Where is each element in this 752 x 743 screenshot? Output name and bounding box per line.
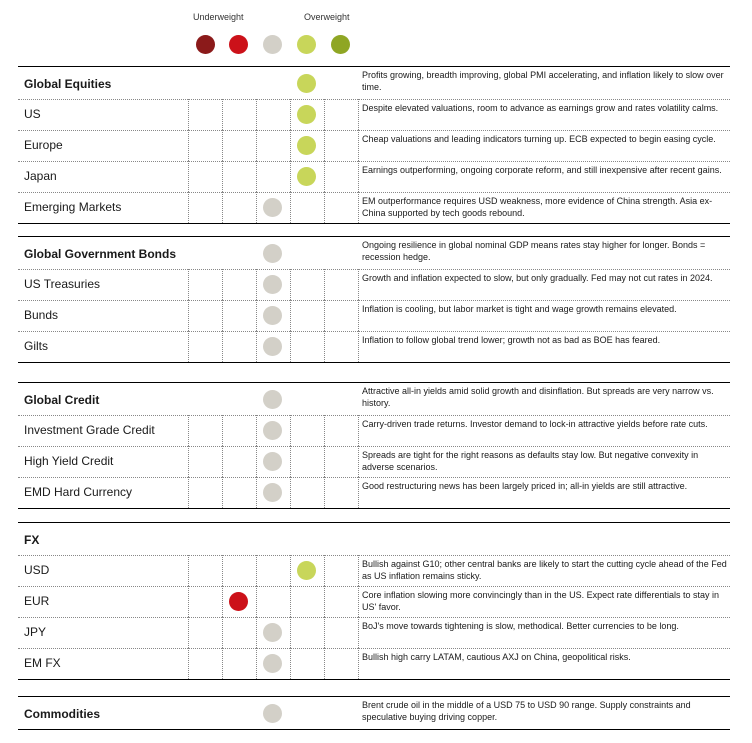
legend-dot-5 [331,35,350,54]
column-divider [324,331,325,362]
table-row-label: Emerging Markets [24,200,122,214]
column-divider [222,648,223,679]
column-divider [358,130,359,161]
row-divider [18,446,730,447]
column-divider [358,269,359,300]
column-divider [188,477,189,508]
column-divider [222,586,223,617]
column-divider [290,446,291,477]
section-rating-dot [263,390,282,409]
column-divider [290,648,291,679]
column-divider [222,617,223,648]
column-divider [290,331,291,362]
table-row-comment: Despite elevated valuations, room to advance as earnings grow and rates volatility calms. [362,103,719,113]
section-rule [18,696,730,697]
table-row-comment: Core inflation slowing more convincingly than in the US. Expect rate differentials to stay in US' favor. [362,590,720,612]
column-divider [256,331,257,362]
table-row-comment: BoJ's move towards tightening is slow, methodical. Better currencies to be long. [362,621,679,631]
section-rating-dot [263,704,282,723]
column-divider [222,331,223,362]
table-bottom-rule [18,729,730,730]
column-divider [358,586,359,617]
overweight-label: Overweight [304,12,350,22]
column-divider [358,446,359,477]
column-divider [222,99,223,130]
rating-dot [263,654,282,673]
column-divider [358,161,359,192]
rating-dot [263,306,282,325]
table-row-comment: Bullish against G10; other central banks are likely to start the cutting cycle ahead of the Fed as US inflation remains sticky. [362,559,727,581]
table-row-label: Gilts [24,339,48,353]
column-divider [222,555,223,586]
section-title: Commodities [24,707,101,721]
underweight-label: Underweight [193,12,244,22]
column-divider [290,477,291,508]
column-divider [188,446,189,477]
column-divider [290,99,291,130]
column-divider [290,130,291,161]
row-divider [18,648,730,649]
section-rule [18,66,730,67]
rating-dot [297,136,316,155]
column-divider [290,415,291,446]
section-comment: Profits growing, breadth improving, global PMI accelerating, and inflation likely to slow over time. [362,70,724,92]
column-divider [324,192,325,223]
column-divider [358,617,359,648]
table-row-label: Europe [24,138,63,152]
column-divider [290,617,291,648]
column-divider [188,99,189,130]
column-divider [324,99,325,130]
rating-dot [229,592,248,611]
rating-dot [263,421,282,440]
column-divider [290,300,291,331]
row-divider [18,555,730,556]
column-divider [188,300,189,331]
column-divider [324,415,325,446]
row-divider [18,586,730,587]
section-title: Global Government Bonds [24,247,177,261]
column-divider [256,161,257,192]
table-row-comment: Inflation is cooling, but labor market is tight and wage growth remains elevated. [362,304,677,314]
table-row-label: Investment Grade Credit [24,423,155,437]
column-divider [188,555,189,586]
column-divider [188,192,189,223]
column-divider [358,300,359,331]
row-divider [18,130,730,131]
table-row-comment: Spreads are tight for the right reasons as defaults stay low. But negative convexity in adverse scenarios. [362,450,699,472]
column-divider [188,269,189,300]
column-divider [290,161,291,192]
table-row-comment: Inflation to follow global trend lower; growth not as bad as BOE has feared. [362,335,661,345]
section-bottom-rule [18,679,730,680]
row-divider [18,161,730,162]
column-divider [188,617,189,648]
column-divider [290,269,291,300]
section-title: Global Credit [24,393,100,407]
column-divider [222,300,223,331]
column-divider [222,269,223,300]
column-divider [188,415,189,446]
table-row-label: High Yield Credit [24,454,114,468]
column-divider [324,648,325,679]
column-divider [222,415,223,446]
rating-dot [297,561,316,580]
column-divider [358,415,359,446]
section-rule [18,382,730,383]
rating-dot [263,623,282,642]
row-divider [18,269,730,270]
column-divider [256,617,257,648]
column-divider [256,99,257,130]
column-divider [324,130,325,161]
table-row-label: Bunds [24,308,59,322]
section-bottom-rule [18,223,730,224]
column-divider [256,586,257,617]
table-row-label: Japan [24,169,57,183]
column-divider [222,477,223,508]
column-divider [222,446,223,477]
table-row-label: USD [24,563,50,577]
column-divider [188,161,189,192]
column-divider [358,99,359,130]
column-divider [256,415,257,446]
column-divider [324,586,325,617]
rating-dot [263,198,282,217]
table-row-label: US Treasuries [24,277,101,291]
column-divider [358,192,359,223]
column-divider [324,446,325,477]
column-divider [222,130,223,161]
section-comment: Ongoing resilience in global nominal GDP means rates stay higher for longer. Bonds = recession hedge. [362,240,706,262]
table-row-label: EM FX [24,656,61,670]
column-divider [358,331,359,362]
table-row-comment: Cheap valuations and leading indicators turning up. ECB expected to begin easing cycle. [362,134,716,144]
section-rule [18,236,730,237]
column-divider [324,555,325,586]
column-divider [324,617,325,648]
rating-dot [297,167,316,186]
column-divider [256,300,257,331]
table-row-label: US [24,107,41,121]
column-divider [324,300,325,331]
rating-dot [263,483,282,502]
legend-dot-3 [263,35,282,54]
row-divider [18,99,730,100]
column-divider [358,555,359,586]
table-row-comment: Growth and inflation expected to slow, but only gradually. Fed may not cut rates in 2024. [362,273,713,283]
column-divider [188,586,189,617]
legend-dot-1 [196,35,215,54]
column-divider [324,161,325,192]
column-divider [256,648,257,679]
legend-dot-4 [297,35,316,54]
column-divider [222,192,223,223]
legend-dot-2 [229,35,248,54]
column-divider [256,446,257,477]
table-row-label: EMD Hard Currency [24,485,133,499]
table-row-comment: EM outperformance requires USD weakness, more evidence of China strength. Asia ex-China supported by tech goods rebound. [362,196,713,218]
table-row-comment: Earnings outperforming, ongoing corporate reform, and still inexpensive after recent gains. [362,165,722,175]
table-row-label: JPY [24,625,47,639]
section-rating-dot [263,244,282,263]
section-comment: Brent crude oil in the middle of a USD 75 to USD 90 range. Supply constraints and speculative buying driving copper. [362,700,691,722]
section-bottom-rule [18,362,730,363]
table-row-label: EUR [24,594,50,608]
rating-dot [263,337,282,356]
row-divider [18,300,730,301]
section-rating-dot [297,74,316,93]
column-divider [188,648,189,679]
column-divider [290,586,291,617]
section-title: FX [24,533,40,547]
column-divider [324,477,325,508]
column-divider [256,269,257,300]
column-divider [256,130,257,161]
table-row-comment: Bullish high carry LATAM, cautious AXJ on China, geopolitical risks. [362,652,631,662]
column-divider [324,269,325,300]
section-bottom-rule [18,508,730,509]
column-divider [188,331,189,362]
table-row-comment: Carry-driven trade returns. Investor demand to lock-in attractive yields before rate cuts. [362,419,708,429]
section-rule [18,522,730,523]
column-divider [256,477,257,508]
row-divider [18,617,730,618]
row-divider [18,192,730,193]
column-divider [256,192,257,223]
rating-dot [263,452,282,471]
table-row-comment: Good restructuring news has been largely priced in; all-in yields are still attractive. [362,481,688,491]
column-divider [358,477,359,508]
rating-dot [297,105,316,124]
row-divider [18,331,730,332]
column-divider [290,555,291,586]
rating-dot [263,275,282,294]
column-divider [222,161,223,192]
column-divider [256,555,257,586]
column-divider [290,192,291,223]
section-comment: Attractive all-in yields amid solid growth and disinflation. But spreads are very narrow vs. history. [362,386,714,408]
column-divider [358,648,359,679]
column-divider [188,130,189,161]
section-title: Global Equities [24,77,112,91]
